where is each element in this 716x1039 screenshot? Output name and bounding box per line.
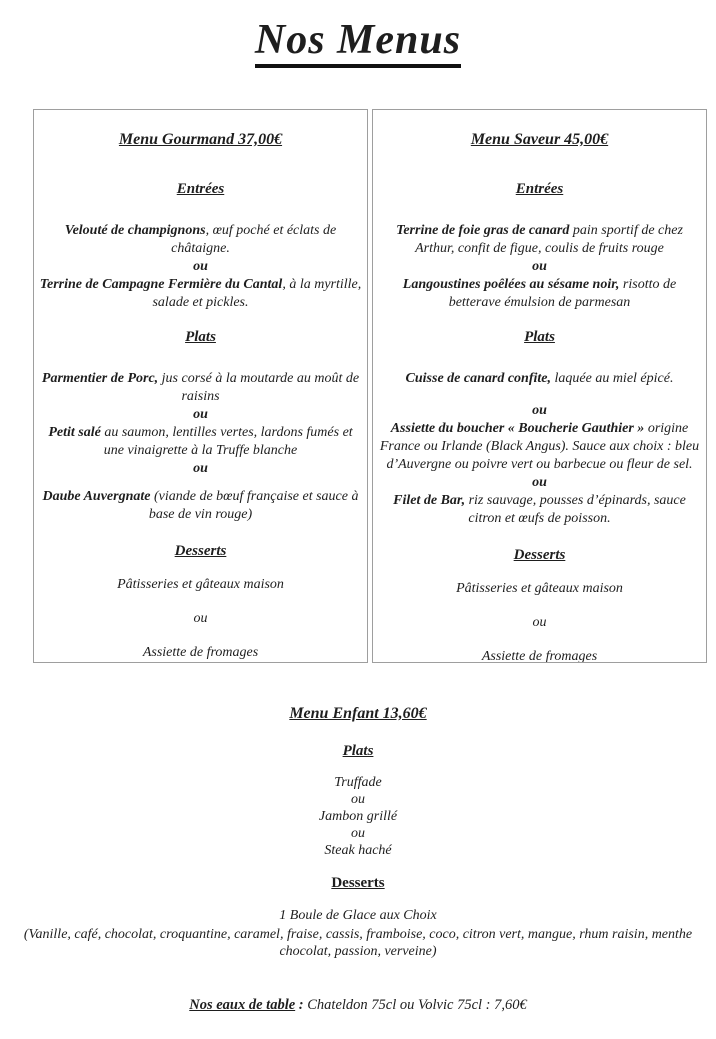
or-separator: ou	[193, 461, 208, 476]
or-separator: ou	[351, 792, 365, 807]
dish-desc: origine France ou Irlande (Black Angus). Sauce aux choix : bleu d’Auvergne ou poivre vert ou barbecue ou fleur de sel.	[379, 421, 700, 472]
dish-item	[378, 276, 701, 312]
dish-item	[39, 488, 362, 524]
dish-desc: (viande de bœuf française et sauce à base de vin rouge)	[148, 489, 359, 522]
dish-item	[39, 370, 362, 406]
menu-gourmand-panel	[33, 109, 368, 663]
gourmand-desserts-header: Desserts	[174, 543, 227, 559]
or-separator: ou	[193, 611, 208, 626]
or-separator: ou	[351, 826, 365, 841]
spacer	[378, 388, 701, 402]
ice-cream-title: 1 Boule de Glace aux Choix	[279, 908, 437, 923]
dish-desc: pain sportif de chez Arthur, confit de figue, coulis de fruits rouge	[415, 223, 683, 256]
dish-desc: laquée au miel épicé.	[551, 371, 674, 386]
dessert-item: Pâtisseries et gâteaux maison	[117, 577, 284, 592]
dish-item	[39, 424, 362, 460]
menu-saveur-title: Menu Saveur 45,00€	[470, 131, 609, 148]
dish-desc: au saumon, lentilles vertes, lardons fumés et une vinaigrette à la Truffe blanche	[100, 425, 353, 458]
menu-saveur-panel	[372, 109, 707, 663]
dish-item: Steak haché	[324, 843, 392, 858]
saveur-desserts-header: Desserts	[513, 547, 566, 563]
dish-name: Velouté de champignons	[64, 223, 206, 238]
waters-label: Nos eaux de table	[189, 996, 296, 1013]
waters-text: Chateldon 75cl ou Volvic 75cl : 7,60€	[307, 996, 527, 1013]
enfant-desserts-header: Desserts	[331, 875, 385, 891]
dish-item	[39, 276, 362, 312]
dish-desc: , à la myrtille, salade et pickles.	[152, 277, 362, 310]
dish-item	[378, 370, 701, 388]
dish-item	[39, 222, 362, 258]
dish-desc: jus corsé à la moutarde au moût de raisins	[158, 371, 360, 404]
dish-name: Assiette du boucher « Boucherie Gauthier »	[390, 421, 645, 436]
dish-desc: , œuf poché et éclats de châtaigne.	[171, 223, 337, 256]
page-title-text: Nos Menus	[255, 17, 461, 68]
menu-enfant-title: Menu Enfant 13,60€	[289, 705, 427, 722]
dish-desc: risotto de betterave émulsion de parmesan	[448, 277, 677, 310]
dish-name: Cuisse de canard confite,	[405, 371, 551, 386]
menu-gourmand-title: Menu Gourmand 37,00€	[118, 131, 283, 148]
enfant-plats-list	[0, 774, 716, 859]
dish-desc: riz sauvage, pousses d’épinards, sauce citron et œufs de poisson.	[465, 493, 686, 526]
menu-page	[0, 16, 716, 1039]
dish-name: Daube Auvergnate	[42, 489, 151, 504]
or-separator: ou	[193, 407, 208, 422]
saveur-plats-header: Plats	[524, 329, 555, 345]
or-separator: ou	[532, 475, 547, 490]
dish-name: Langoustines poêlées au sésame noir,	[402, 277, 620, 292]
spacer	[39, 478, 362, 488]
dish-item	[378, 222, 701, 258]
dish-item: Jambon grillé	[318, 809, 398, 824]
gourmand-entrees-header: Entrées	[176, 181, 225, 197]
menu-enfant-panel	[0, 704, 716, 960]
waters-colon: :	[295, 996, 304, 1013]
enfant-plats-header: Plats	[342, 743, 374, 759]
dish-name: Filet de Bar,	[393, 493, 466, 508]
ice-cream-flavors: (Vanille, café, chocolat, croquantine, caramel, fraise, cassis, framboise, coco, citron vert, mangue, rhum raisin, menthe chocolat, passion, verveine)	[23, 927, 693, 959]
or-separator: ou	[532, 259, 547, 274]
dish-name: Terrine de foie gras de canard	[396, 223, 570, 238]
or-separator: ou	[532, 403, 547, 418]
dessert-item: Assiette de fromages	[142, 645, 259, 660]
dish-item: Truffade	[334, 775, 382, 790]
or-separator: ou	[532, 615, 547, 630]
dish-name: Petit salé	[48, 425, 101, 440]
dessert-item: Pâtisseries et gâteaux maison	[456, 581, 623, 596]
gourmand-plats-header: Plats	[185, 329, 216, 345]
or-separator: ou	[193, 259, 208, 274]
dish-item	[378, 492, 701, 528]
table-waters-line	[0, 997, 716, 1014]
menu-columns	[33, 109, 707, 663]
page-title	[0, 16, 716, 64]
saveur-entrees-header: Entrées	[515, 181, 564, 197]
dessert-item: Assiette de fromages	[481, 649, 598, 663]
dish-item	[378, 420, 701, 474]
dish-name: Parmentier de Porc,	[41, 371, 159, 386]
dish-name: Terrine de Campagne Fermière du Cantal	[39, 277, 283, 292]
